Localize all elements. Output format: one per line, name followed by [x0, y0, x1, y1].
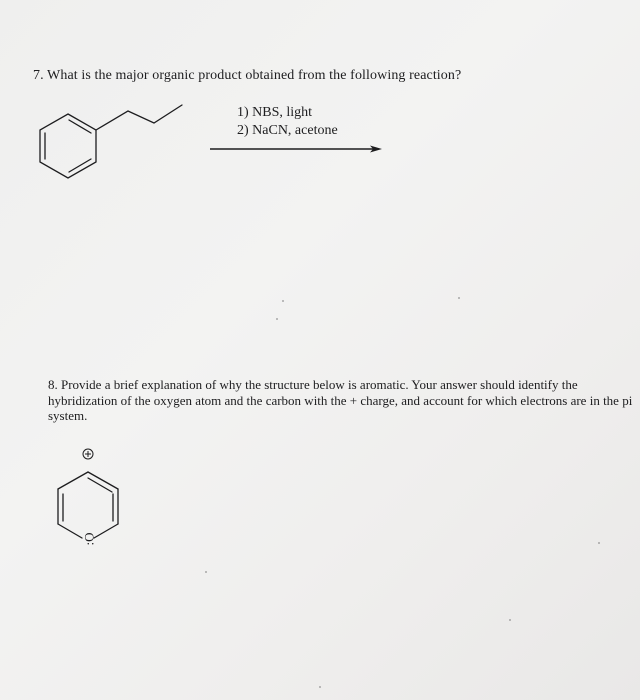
question-8-text: 8. Provide a brief explanation of why the structure below is aromatic. Your answer should identify the hybridization of the oxygen atom and the carbon with the + charge, and account for which electrons are in the pi system. — [48, 377, 633, 423]
paper-speck — [598, 542, 600, 544]
lone-pair-marks-left: : — [81, 541, 97, 546]
question-7-text: 7. What is the major organic product obtained from the following reaction? — [33, 68, 462, 83]
reagent-step-2: 2) NaCN, acetone — [237, 123, 338, 138]
right-arrow-icon — [210, 142, 385, 156]
propylbenzene-structure — [36, 95, 196, 185]
reaction-conditions — [237, 104, 338, 140]
paper-speck — [319, 686, 321, 688]
circled-plus-icon — [83, 449, 93, 459]
paper-speck — [458, 297, 460, 299]
oxygen-symbol: O — [81, 532, 97, 542]
paper-speck — [509, 619, 511, 621]
paper-speck — [282, 300, 284, 302]
paper-speck — [276, 318, 278, 320]
oxygen-atom-label — [82, 532, 98, 545]
reagent-step-1: 1) NBS, light — [237, 105, 313, 120]
paper-speck — [205, 571, 207, 573]
